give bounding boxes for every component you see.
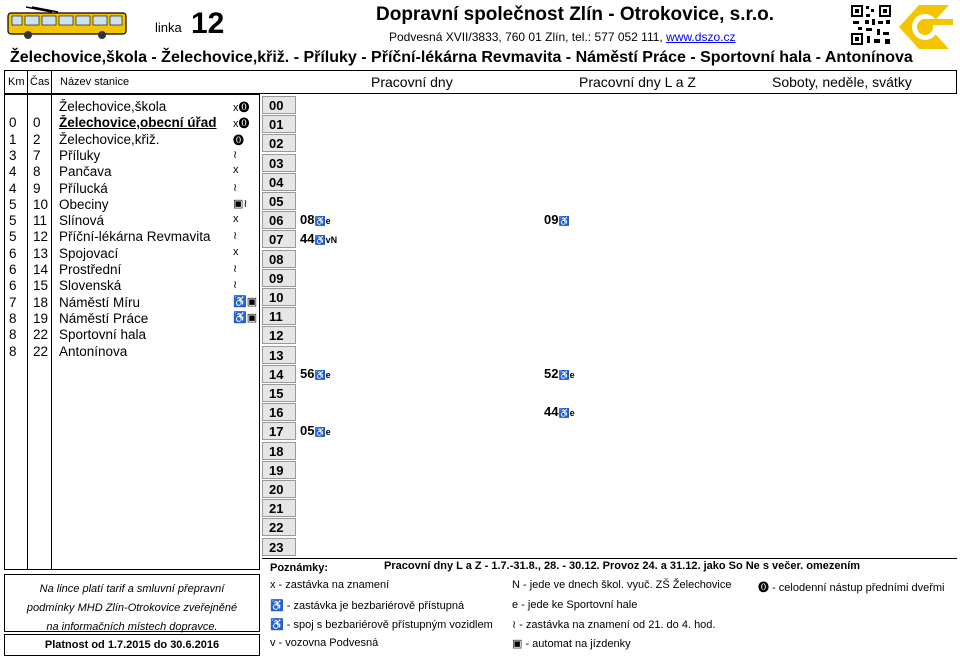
- hour-row: [262, 115, 957, 136]
- departure-marks: ♿e: [558, 408, 575, 419]
- stop-time: 22: [33, 327, 49, 343]
- hour-row: [262, 134, 957, 155]
- company-name: Dopravní společnost Zlín - Otrokovice, s.r.o.: [376, 4, 775, 25]
- departure-time: [300, 212, 331, 227]
- hour-row: [262, 480, 957, 501]
- departure-minute: 44: [544, 404, 559, 420]
- note-wheelchair-vehicle: ♿ - spoj s bezbariérově přístupným vozidlem: [270, 619, 493, 631]
- departure-minute: 52: [544, 365, 559, 381]
- note-sports-hall: e - jede ke Sportovní hale: [512, 599, 638, 611]
- departure-time: [544, 404, 575, 419]
- departure-minute: 08: [300, 212, 315, 228]
- note-x: x - zastávka na znamení: [270, 579, 390, 591]
- stop-km: 8: [9, 310, 17, 326]
- company-address: Podvesná XVII/3833, 760 01 Zlín, tel.: 577 052 111, www.dszo.cz: [389, 30, 736, 44]
- stop-name: Pančava: [59, 164, 112, 180]
- hour-cell: 06: [262, 211, 296, 229]
- hour-cell: 09: [262, 269, 296, 287]
- hour-row: [262, 269, 957, 290]
- stop-symbols: ♿▣: [233, 295, 258, 308]
- hour-row: [262, 230, 957, 251]
- workdays-la-header: Pracovní dny L a Z: [579, 74, 696, 90]
- departure-time: [300, 423, 331, 438]
- departure-marks: ♿: [558, 216, 570, 227]
- company-logo: [897, 3, 955, 51]
- hour-cell: 13: [262, 346, 296, 364]
- tariff-note: [4, 574, 260, 632]
- stop-time: 13: [33, 245, 49, 261]
- stop-time: 2: [33, 131, 41, 147]
- stop-name: Sportovní hala: [59, 327, 147, 343]
- stop-name-header: Název stanice: [60, 76, 130, 88]
- stop-km: 7: [9, 294, 17, 310]
- stop-name: Přílucká: [59, 180, 108, 196]
- stop-row: [5, 164, 261, 180]
- stop-time: 12: [33, 229, 49, 245]
- hour-row: [262, 288, 957, 309]
- stop-name: Slínová: [59, 213, 105, 229]
- line-label: linka: [155, 20, 182, 35]
- departure-minute: 44: [300, 231, 315, 247]
- stop-km: 0: [9, 115, 17, 131]
- hour-row: [262, 173, 957, 194]
- stop-time: 18: [33, 294, 49, 310]
- stop-km: 8: [9, 327, 17, 343]
- hour-cell: 21: [262, 499, 296, 517]
- stop-row: [5, 344, 261, 360]
- tariff-line-3: na informačních místech dopravce.: [46, 621, 218, 633]
- hour-cell: 23: [262, 538, 296, 556]
- note-depot: v - vozovna Podvesná: [270, 637, 379, 649]
- hour-row: [262, 538, 957, 559]
- hour-row: [262, 422, 957, 443]
- note-wheelchair: ♿ - zastávka je bezbariérově přístupná: [270, 600, 465, 612]
- hour-row: [262, 384, 957, 405]
- hour-cell: 02: [262, 134, 296, 152]
- hour-row: [262, 326, 957, 347]
- hour-row: [262, 154, 957, 175]
- stop-row: [5, 148, 261, 164]
- hour-row: [262, 307, 957, 328]
- stop-name: Spojovací: [59, 245, 119, 261]
- stop-km: 4: [9, 180, 17, 196]
- hour-row: [262, 365, 957, 386]
- stop-name: Příluky: [59, 147, 101, 163]
- time-header: Čas: [30, 76, 50, 88]
- weekends-header: Soboty, neděle, svátky: [772, 74, 912, 90]
- stop-name: Obeciny: [59, 196, 109, 212]
- stop-symbols: ▣≀: [233, 197, 248, 210]
- stop-row: [5, 311, 261, 327]
- stop-km: 6: [9, 278, 17, 294]
- stop-name: Želechovice,obecní úřad: [59, 115, 217, 131]
- note-period: Pracovní dny L a Z - 1.7.-31.8., 28. - 30.12. Provoz 24. a 31.12. jako So Ne s večer. omezením: [384, 560, 861, 572]
- hour-cell: 11: [262, 307, 296, 325]
- column-header-bar: [4, 70, 957, 94]
- stop-name: Náměstí Míru: [59, 294, 141, 310]
- stop-symbols: ≀: [233, 181, 238, 194]
- hour-cell: 17: [262, 422, 296, 440]
- departure-time: [544, 212, 570, 227]
- stop-time: 19: [33, 310, 49, 326]
- departure-minute: 05: [300, 423, 315, 439]
- stop-symbols: ♿▣: [233, 311, 258, 324]
- stop-time: 10: [33, 196, 49, 212]
- stop-time: 11: [33, 213, 48, 229]
- stop-symbols: x: [233, 245, 239, 258]
- departure-marks: ♿e: [314, 216, 331, 227]
- stop-symbols: ≀: [233, 263, 238, 275]
- hour-row: [262, 96, 957, 117]
- stop-time: 9: [33, 180, 41, 196]
- stop-name: Antonínova: [59, 343, 128, 359]
- stop-row: [5, 278, 261, 294]
- hour-cell: 08: [262, 250, 296, 268]
- notes-section: [262, 558, 957, 658]
- note-front-door: ⓿ - celodenní nástup předními dveřmi: [758, 582, 945, 594]
- stop-km: 6: [9, 262, 17, 277]
- stop-symbols: x⓿: [233, 102, 250, 114]
- notes-title: Poznámky:: [270, 562, 329, 574]
- stop-row: [5, 132, 261, 148]
- stop-name: Želechovice,křiž.: [59, 131, 160, 147]
- stop-symbols: ⓿: [233, 134, 244, 147]
- website-link[interactable]: www.dszo.cz: [666, 30, 736, 44]
- stop-km: 5: [9, 213, 17, 229]
- line-number: 12: [191, 7, 225, 40]
- hour-row: [262, 346, 957, 367]
- stop-name: Slovenská: [59, 278, 122, 294]
- hour-cell: 01: [262, 115, 296, 133]
- stop-name: Prostřední: [59, 262, 122, 277]
- hour-row: [262, 250, 957, 271]
- note-ticket-machine: ▣ - automat na jízdenky: [512, 638, 631, 650]
- trolleybus-icon: [6, 6, 128, 40]
- hour-cell: 03: [262, 154, 296, 172]
- hour-row: [262, 442, 957, 463]
- departure-time: [300, 231, 337, 246]
- hour-cell: 19: [262, 461, 296, 479]
- stop-row: [5, 246, 261, 262]
- stop-km: 5: [9, 229, 17, 245]
- stop-symbols: x⓿: [233, 118, 250, 131]
- stop-km: 3: [9, 147, 17, 163]
- stop-time: 22: [33, 343, 49, 359]
- stop-row: [5, 99, 261, 115]
- departure-marks: ♿vN: [314, 235, 338, 246]
- hour-cell: 10: [262, 288, 296, 306]
- stop-row: [5, 229, 261, 245]
- tariff-line-1: Na lince platí tarif a smluvní přepravní: [39, 583, 225, 595]
- hour-cell: 00: [262, 96, 296, 114]
- stop-symbols: x: [233, 164, 239, 177]
- stop-row: [5, 327, 261, 343]
- hour-row: [262, 461, 957, 482]
- hour-row: [262, 518, 957, 539]
- stop-km: 5: [9, 196, 17, 212]
- hour-row: [262, 403, 957, 424]
- hour-cell: 16: [262, 403, 296, 421]
- stop-row: [5, 197, 261, 213]
- stop-time: 7: [33, 147, 41, 163]
- stop-name: Náměstí Práce: [59, 310, 149, 326]
- stop-km: 4: [9, 164, 17, 180]
- qr-code-icon: [850, 4, 892, 46]
- departure-minute: 56: [300, 365, 315, 381]
- note-on-request-night: ≀ - zastávka na znamení od 21. do 4. hod.: [512, 619, 716, 631]
- stop-list: [4, 94, 260, 570]
- departure-minute: 09: [544, 212, 559, 228]
- departure-marks: ♿e: [314, 427, 331, 438]
- stop-row: [5, 181, 261, 197]
- stop-symbols: ≀: [233, 230, 238, 243]
- stop-row: [5, 115, 261, 131]
- hour-cell: 07: [262, 230, 296, 248]
- hour-cell: 04: [262, 173, 296, 191]
- stop-symbols: x: [233, 213, 239, 226]
- timetable-grid: [262, 94, 957, 560]
- stop-symbols: ≀: [233, 279, 238, 292]
- hour-cell: 20: [262, 480, 296, 498]
- hour-cell: 18: [262, 442, 296, 460]
- stop-row: [5, 262, 261, 278]
- stop-km: 1: [9, 131, 17, 147]
- hour-row: [262, 499, 957, 520]
- hour-row: [262, 211, 957, 232]
- departure-time: [544, 366, 575, 381]
- note-school-days: N - jede ve dnech škol. vyuč. ZŠ Želechovice: [512, 579, 732, 591]
- tariff-line-2: podmínky MHD Zlín-Otrokovice zveřejněné: [26, 602, 238, 614]
- departure-marks: ♿e: [558, 369, 575, 380]
- stop-time: 15: [33, 278, 49, 294]
- hour-cell: 15: [262, 384, 296, 402]
- route-title: Želechovice,škola - Želechovice,křiž. - Příluky - Příční-lékárna Revmavita - Náměstí Práce - Sportovní hala - Antonínova: [10, 49, 913, 66]
- stop-name: Želechovice,škola: [59, 99, 167, 114]
- hour-cell: 22: [262, 518, 296, 536]
- stop-time: 14: [33, 262, 49, 277]
- hour-row: [262, 192, 957, 213]
- stop-row: [5, 213, 261, 229]
- stop-name: Příční-lékárna Revmavita: [59, 229, 211, 245]
- hour-cell: 12: [262, 326, 296, 344]
- stop-row: [5, 295, 261, 311]
- stop-km: 6: [9, 245, 17, 261]
- hour-cell: 14: [262, 365, 296, 383]
- stop-time: 0: [33, 115, 41, 131]
- validity-period: Platnost od 1.7.2015 do 30.6.2016: [4, 634, 260, 656]
- stop-symbols: ≀: [233, 148, 238, 161]
- stop-km: 8: [9, 343, 17, 359]
- km-header: Km: [8, 76, 25, 88]
- workdays-header: Pracovní dny: [371, 74, 453, 90]
- stop-time: 8: [33, 164, 41, 180]
- departure-marks: ♿e: [314, 369, 331, 380]
- hour-cell: 05: [262, 192, 296, 210]
- departure-time: [300, 366, 331, 381]
